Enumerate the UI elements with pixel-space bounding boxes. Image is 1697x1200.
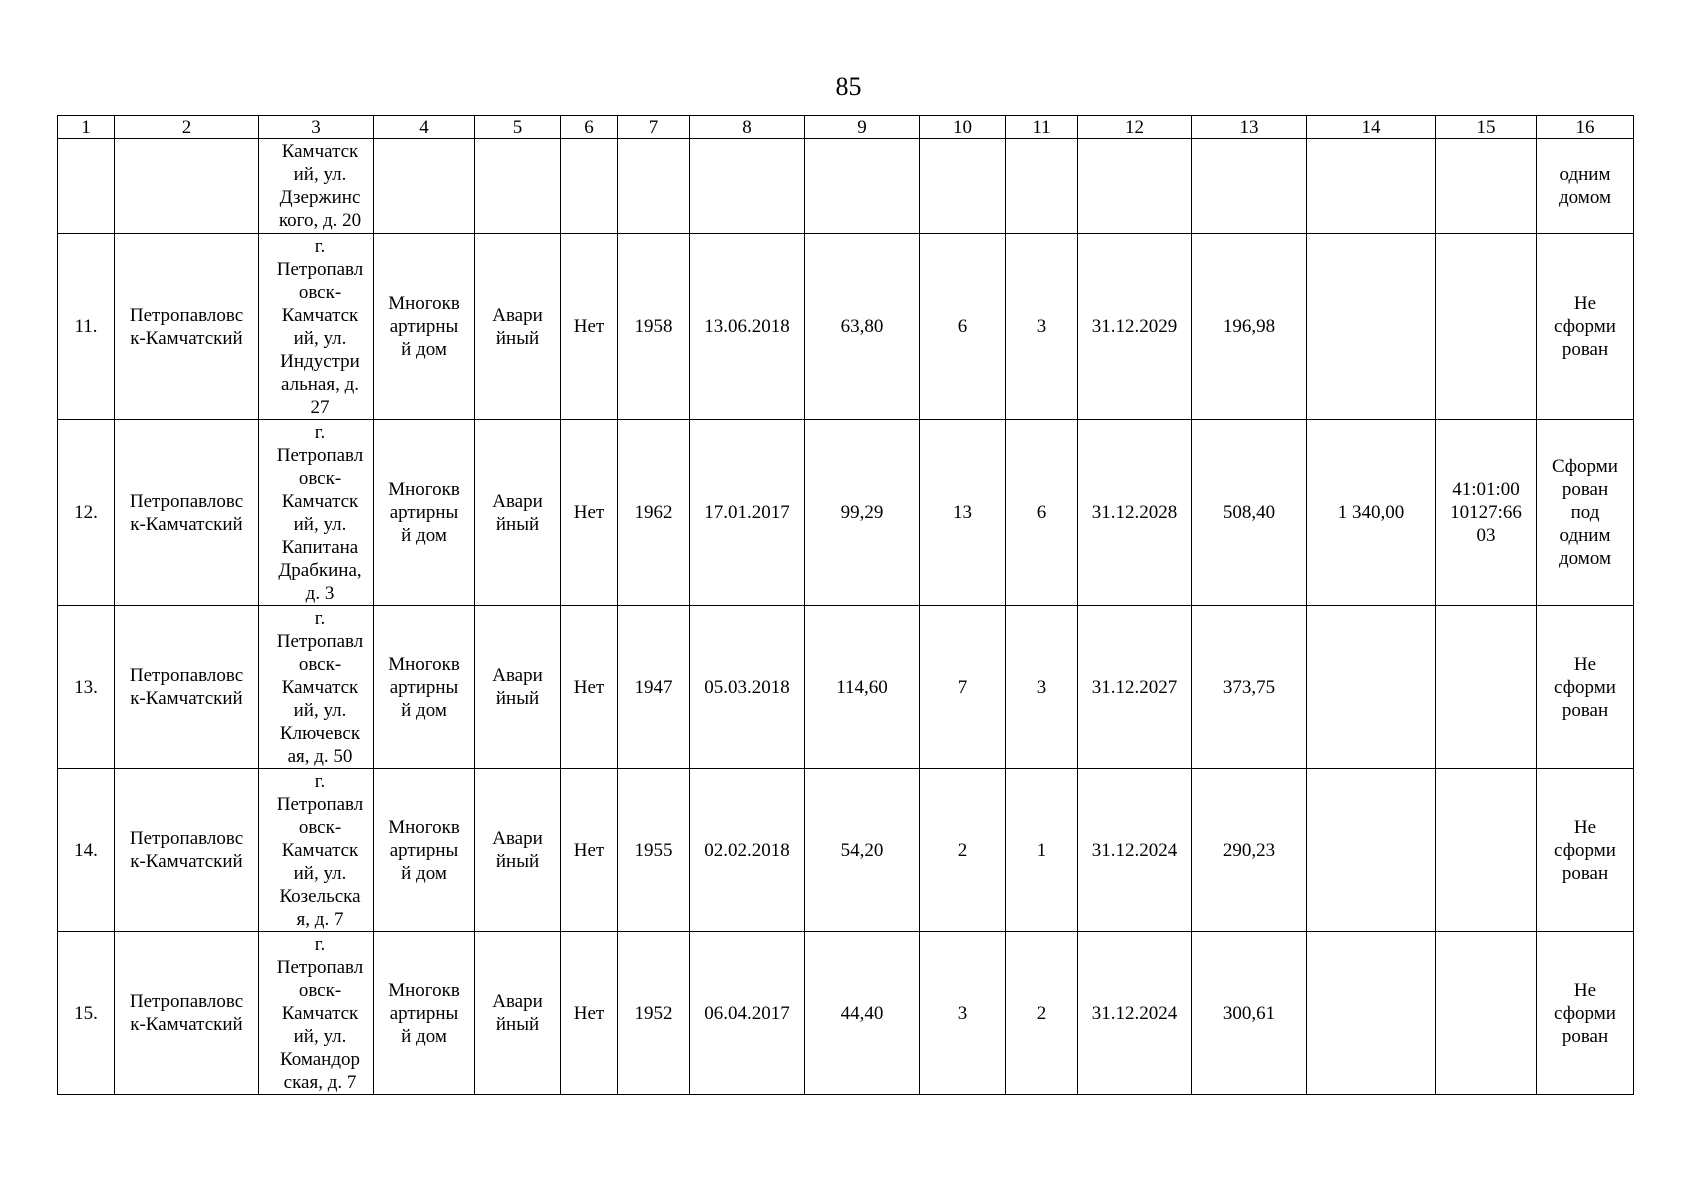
column-header: 1 [58,116,115,139]
column-header: 14 [1307,116,1436,139]
city-cell: Петропавловс к-Камчатский [129,828,244,872]
flag-cell: Нет [561,932,618,1095]
date-cell: 05.03.2018 [690,606,805,769]
housing-registry-table [57,115,1634,1095]
address-cell: г. Петропавл овск- Камчатск ий, ул. Индустри альная, д. 27 [276,235,364,418]
land-status-cell: Не сформи рован [1554,816,1616,884]
table-cell [1006,139,1078,234]
count-cell: 2 [1006,932,1078,1095]
city-cell: Петропавловс к-Камчатский [129,991,244,1035]
building-type-cell: Многокв артирны й дом [388,816,460,884]
value-cell: 508,40 [1192,420,1307,606]
table-cell [58,139,115,234]
deadline-cell: 31.12.2027 [1078,606,1192,769]
table-cell [1192,139,1307,234]
value-cell: 290,23 [1192,769,1307,932]
table-row [58,420,1634,606]
table-cell [115,139,259,234]
land-status-cell: Сформи рован под одним домом [1552,456,1618,569]
table-row [58,606,1634,769]
column-header: 11 [1006,116,1078,139]
column-header: 13 [1192,116,1307,139]
column-header: 7 [618,116,690,139]
deadline-cell: 31.12.2028 [1078,420,1192,606]
table-cell [920,139,1006,234]
count-cell: 1 [1006,769,1078,932]
city-cell: Петропавловс к-Камчатский [129,665,244,709]
building-type-cell: Многокв артирны й дом [388,653,460,721]
value-cell: 373,75 [1192,606,1307,769]
count-cell: 3 [920,932,1006,1095]
count-cell: 13 [920,420,1006,606]
date-cell: 17.01.2017 [690,420,805,606]
city-cell: Петропавловс к-Камчатский [129,304,244,349]
table-cell [1078,139,1192,234]
land-area-cell: 1 340,00 [1307,420,1436,606]
area-cell: 44,40 [805,932,920,1095]
address-cell [259,139,374,234]
land-area-cell [1307,234,1436,420]
land-status-text: одним домом [1559,164,1611,208]
area-cell: 99,29 [805,420,920,606]
date-cell: 13.06.2018 [690,234,805,420]
deadline-cell: 31.12.2024 [1078,769,1192,932]
building-type-cell: Многокв артирны й дом [388,479,460,546]
building-type-cell: Многокв артирны й дом [388,979,460,1047]
land-status-cell: Не сформи рован [1554,293,1616,360]
table-cell [475,139,561,234]
land-area-cell [1307,932,1436,1095]
condition-cell: Авари йный [492,828,543,872]
table-row [58,932,1634,1095]
area-cell: 54,20 [805,769,920,932]
condition-cell: Авари йный [492,991,543,1035]
deadline-cell: 31.12.2024 [1078,932,1192,1095]
value-cell: 196,98 [1192,234,1307,420]
deadline-cell: 31.12.2029 [1078,234,1192,420]
column-header: 8 [690,116,805,139]
row-number: 13. [58,606,115,769]
land-status-cell: Не сформи рован [1554,653,1616,721]
column-header: 4 [374,116,475,139]
table-cell [374,139,475,234]
date-cell: 06.04.2017 [690,932,805,1095]
row-number: 14. [58,769,115,932]
column-header: 10 [920,116,1006,139]
page-number: 85 [835,72,862,101]
date-cell: 02.02.2018 [690,769,805,932]
column-header: 2 [115,116,259,139]
table-cell [1436,139,1537,234]
land-area-cell [1307,606,1436,769]
land-status-cell [1537,139,1634,234]
condition-cell: Авари йный [492,304,543,349]
table-cell [805,139,920,234]
year-cell: 1947 [618,606,690,769]
condition-cell: Авари йный [492,665,543,709]
address-cell: г. Петропавл овск- Камчатск ий, ул. Командор ская, д. 7 [276,933,364,1093]
condition-cell: Авари йный [492,490,543,535]
count-cell: 3 [1006,606,1078,769]
table-cell [1307,139,1436,234]
land-status-cell: Не сформи рован [1554,979,1616,1047]
table-cell [561,139,618,234]
address-text: Камчатск ий, ул. Дзержинс кого, д. 20 [278,141,362,231]
land-area-cell [1307,769,1436,932]
year-cell: 1958 [618,234,690,420]
table-row [58,769,1634,932]
city-cell: Петропавловс к-Камчатский [129,490,244,535]
column-header: 12 [1078,116,1192,139]
year-cell: 1955 [618,769,690,932]
area-cell: 114,60 [805,606,920,769]
count-cell: 7 [920,606,1006,769]
row-number: 12. [58,420,115,606]
flag-cell: Нет [561,606,618,769]
table-cell [618,139,690,234]
column-header: 15 [1436,116,1537,139]
flag-cell: Нет [561,769,618,932]
column-header: 16 [1537,116,1634,139]
address-cell: г. Петропавл овск- Камчатск ий, ул. Капитана Драбкина, д. 3 [276,421,364,604]
building-type-cell: Многокв артирны й дом [388,293,460,360]
table-cell [690,139,805,234]
count-cell: 3 [1006,234,1078,420]
column-header: 9 [805,116,920,139]
flag-cell: Нет [561,234,618,420]
area-cell: 63,80 [805,234,920,420]
column-number-row [58,116,1634,139]
address-cell: г. Петропавл овск- Камчатск ий, ул. Козельска я, д. 7 [276,770,364,930]
year-cell: 1962 [618,420,690,606]
flag-cell: Нет [561,420,618,606]
cadastral-number-cell: 41:01:00 10127:66 03 [1450,479,1522,546]
value-cell: 300,61 [1192,932,1307,1095]
table-row [58,234,1634,420]
column-header: 3 [259,116,374,139]
column-header: 6 [561,116,618,139]
table-row-continuation [58,139,1634,234]
count-cell: 2 [920,769,1006,932]
row-number: 11. [58,234,115,420]
count-cell: 6 [1006,420,1078,606]
row-number: 15. [58,932,115,1095]
column-header: 5 [475,116,561,139]
address-cell: г. Петропавл овск- Камчатск ий, ул. Ключевск ая, д. 50 [276,607,364,767]
count-cell: 6 [920,234,1006,420]
year-cell: 1952 [618,932,690,1095]
